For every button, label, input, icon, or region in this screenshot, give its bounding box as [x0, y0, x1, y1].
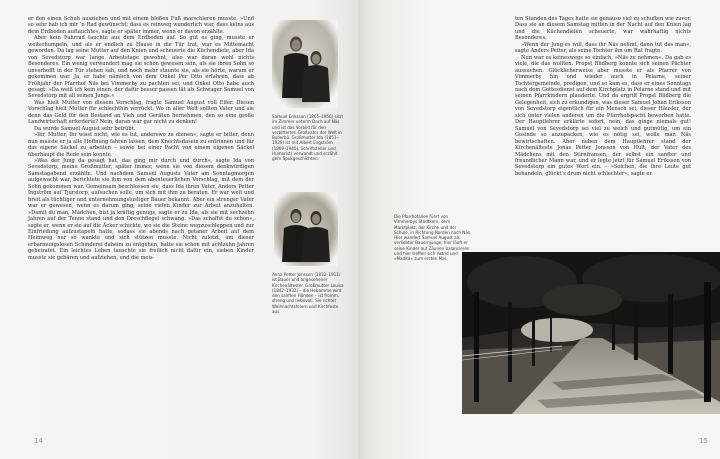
- portrait-photo-samuel-ida: [272, 20, 338, 108]
- avenue-caption: Die Pfarrhofallee führt von Vimmerbys Stadtkern, dem Marktplatz, der Kirche und der Schule, in Richtung Norden nach Näs. Hier wandert Samuel August als verliebter Bauernjunge; hier läuft er seine Kinder auf Zäunen balancieren und hier treffen sich Astrid und »Madita« zum ersten Mal.: [394, 214, 472, 262]
- portrait-caption-2: Anna Petter Jonsson (1832–1911) ist Bauer und angesehener Kirchenältester. Großmutter Louisa (1842–1932) – die Hebamme wird den sanften Händen – ist fromm, streng und liebevoll. Sie richtet Weihnachtsfeiern und Kirchfeste aus.: [272, 272, 344, 315]
- paragraph: Da wurde Samuel August sehr betrübt.: [34, 125, 136, 132]
- paragraph: »Ihr, Mutter, Ihr wisst nicht, wie es tut, anderswo zu dienen«, sagte er bitter, denn nun musste er ja alle Hoffnung fahren lassen, dem Knechtsdasein zu entrinnen und für das eigene Säckel zu arbeiten – sowie bei einer Pacht von einem eigenen Säckel überhaupt die Rede sein konnte.: [28, 132, 254, 158]
- paragraph: er den einen Schuh ausziehen und mit einem bloßen Fuß marschieren musste. »Und so sehr hab ich mir ’n Rad gewünscht; dass es reinweg wunderlich war, dass keins aus dem Erdboden auftauchte«, sagte er später immer, wenn er davon erzählte.: [28, 16, 254, 35]
- paragraph: »Was der Jung da gesagt hat, das ging mir durch und durch«, sagte Ida von Sevedstorp, meine Großmutter, später immer, wenn sie von diesem denkwürdigen Samstagabend erzählte. Und nachdem Samuel Augusts Vater am Sonntagmorgen aufgewacht war, berichtete sie ihm von dem abenteuerlichen Vorschlag, mit dem der Sohn gekommen war. Gemeinsam beschlossen sie, dass Ida ihren Vater, Anders Petter Ingström auf Tjurstorp, aufsuchen solle, um sich mit ihm zu beraten. Er war weit und breit als tüchtiger und unternehmungslustiger Bauer bekannt. Aber ein strenger Vater war er gewesen, wenn es darum ging, seine vielen Kinder zur Arbeit anzuhalten. »Damit du man, Mädchen, bist ja kräftig genugs, sagte er zu Ida, als sie mit sechzehn Jahren auf der Tenne stand und den Dreschflegel schwang. »Das schaffst du schon«, sagte er, wenn er sie auf die Äcker schickte, wo sie die Steine wegzuschleppen und zur Einfriedung aufzustapeln hatte, sodass sie abends nach getaner Arbeit auf dem Heimweg nur so wankte und sich stützen musste. Nicht zuletzt, um dieser erbarmungslosen Schinderei daheim zu entgehen, hatte sie schon mit achtzehn Jahren geheiratet. Ein leichtes Leben tauschte sie freilich nicht dafür ein, sieben Kinder musste sie gebären und aufziehen, und die meis-: [28, 157, 254, 261]
- portrait-caption-1: Samuel Eriksson (1865–1956) sitzt im Zimmer unterm Dach auf Näs und ist das Vorbild für den verbitterten Großvater der Welt in Bullerbü. Großmutter Ida (1851–1929) ist mit Albert Engström (1869–1940), Schriftsteller und Humorist) verwandt und erzählt gern Spukgeschichten.: [272, 114, 344, 162]
- avenue-photo: [462, 252, 720, 414]
- paragraph: »Wenn der Jung es will, dass ihr Näs nehmt, dann tut das man«, sagte Anders Petter, als seine Tochter ihn um Rat fragte.: [515, 41, 691, 55]
- paragraph: Aber kein Fahrrad tauchte aus dem Erdboden auf. So gut es ging, musste er weiterhumpeln, und als er endlich zu Hause in die Tür trat, war es Mittemacht geworden. Da lag seine Mutter auf den Knien und scheuerte die Küchendiele, aber Ida von Sevedstorp war lange Arbeitstage gewohnt, also war daran wohl nichts Besonderes. Ein wenig verwundert mag sie schon gewesen sein, als sie ihren Sohn so unverhofft in der Tür stehen sah, und noch mehr staunte sie, als sie hörte, warum er gekommen war. Ja, er habe nämlich von dem Onkel Per Otto erfahren, dass ab Frühjahr der Pfarrhof Näs bei Vimmerby zu pachten sei, und Onkel Otto habe auch gesagt: »Da weiß ich kein einen, der dafür besser passen tät als Schwager Samuel von Sevedstorp mit all seinen Jungs.«: [28, 35, 254, 100]
- right-body-text: [515, 16, 691, 226]
- page-number-right: 15: [699, 437, 708, 445]
- left-page: [0, 0, 358, 459]
- right-page: [358, 0, 720, 459]
- portrait-photo-jonsson: [274, 192, 338, 266]
- paragraph: Nun war es keineswegs so einfach, »Näs zu nehmen«. Da gab es viele, die das wollten. Propst Blidberg konnte sich seinen Pächter aussuchen. Glücklicherweise aber musste er als Pfarrer von Vimmerby hin und wieder auch in Pelarne, seiner Tochtergemeinde, predigen, und so kam es, dass er eines Sonntags nach dem Gottesdienst auf dem Kirchplatz in Pelarne stand und mit seinen Pfarrkindern plauderte. Und da ergriff Propst Blidberg die Gelegenheit, sich zu erkundigen, was dieser Samuel Johan Eriksson von Sevedstorp eigentlich für ein Mensch sei, dieser Häusler, der sich unter vielen anderen um die Pfarrhofspacht beworben hatte. Der Hauptlehrer erklärte sofort, nein, das ginge niemals gut! Samuel von Sevedstorp sei viel zu weich und gutmütig, um ein Gesinde so anzupacken, wie es nötig sei, wolle man Näs bewirtschaften. Aber neben dem Hauptlehrer stand der Kirchenälteste Jonas Petter Jonsson von Hult, der Vater des Mädchens mit den Stirnfransen, der selbst ein sanfter und freundlicher Mann war, und er legte jetzt für Samuel Eriksson von Sevedstorp ein gutes Wort ein. – »Solchen, die ihre Leute gut behandeln, glückt’s drum nicht schlechter«, sagte er.: [515, 54, 691, 177]
- page-number-left: 14: [34, 437, 43, 445]
- left-body-text: [28, 16, 254, 434]
- paragraph: ten Stunden des Tages hatte sie genauso viel zu schuften wie zuvor. Dass sie an diesem Samstag mitten in der Nacht auf den Knien lag und die Küchendielen scheuerte, war wahrhaftig nichts Besonderes.: [515, 16, 691, 42]
- paragraph: Was hielt Mutter von diesem Vorschlag, fragte Samuel August voll Eifer. Diesen Vorschlag hielt Mutter für schlechthin verrückt. Wo in aller Welt sollten Vater und sie denn das Geld für den Bestand an Vieh und Geräten hernehmen, den so eine große Landwirtschaft erforderte? Nein, daran war gar nicht zu denken!: [28, 99, 254, 126]
